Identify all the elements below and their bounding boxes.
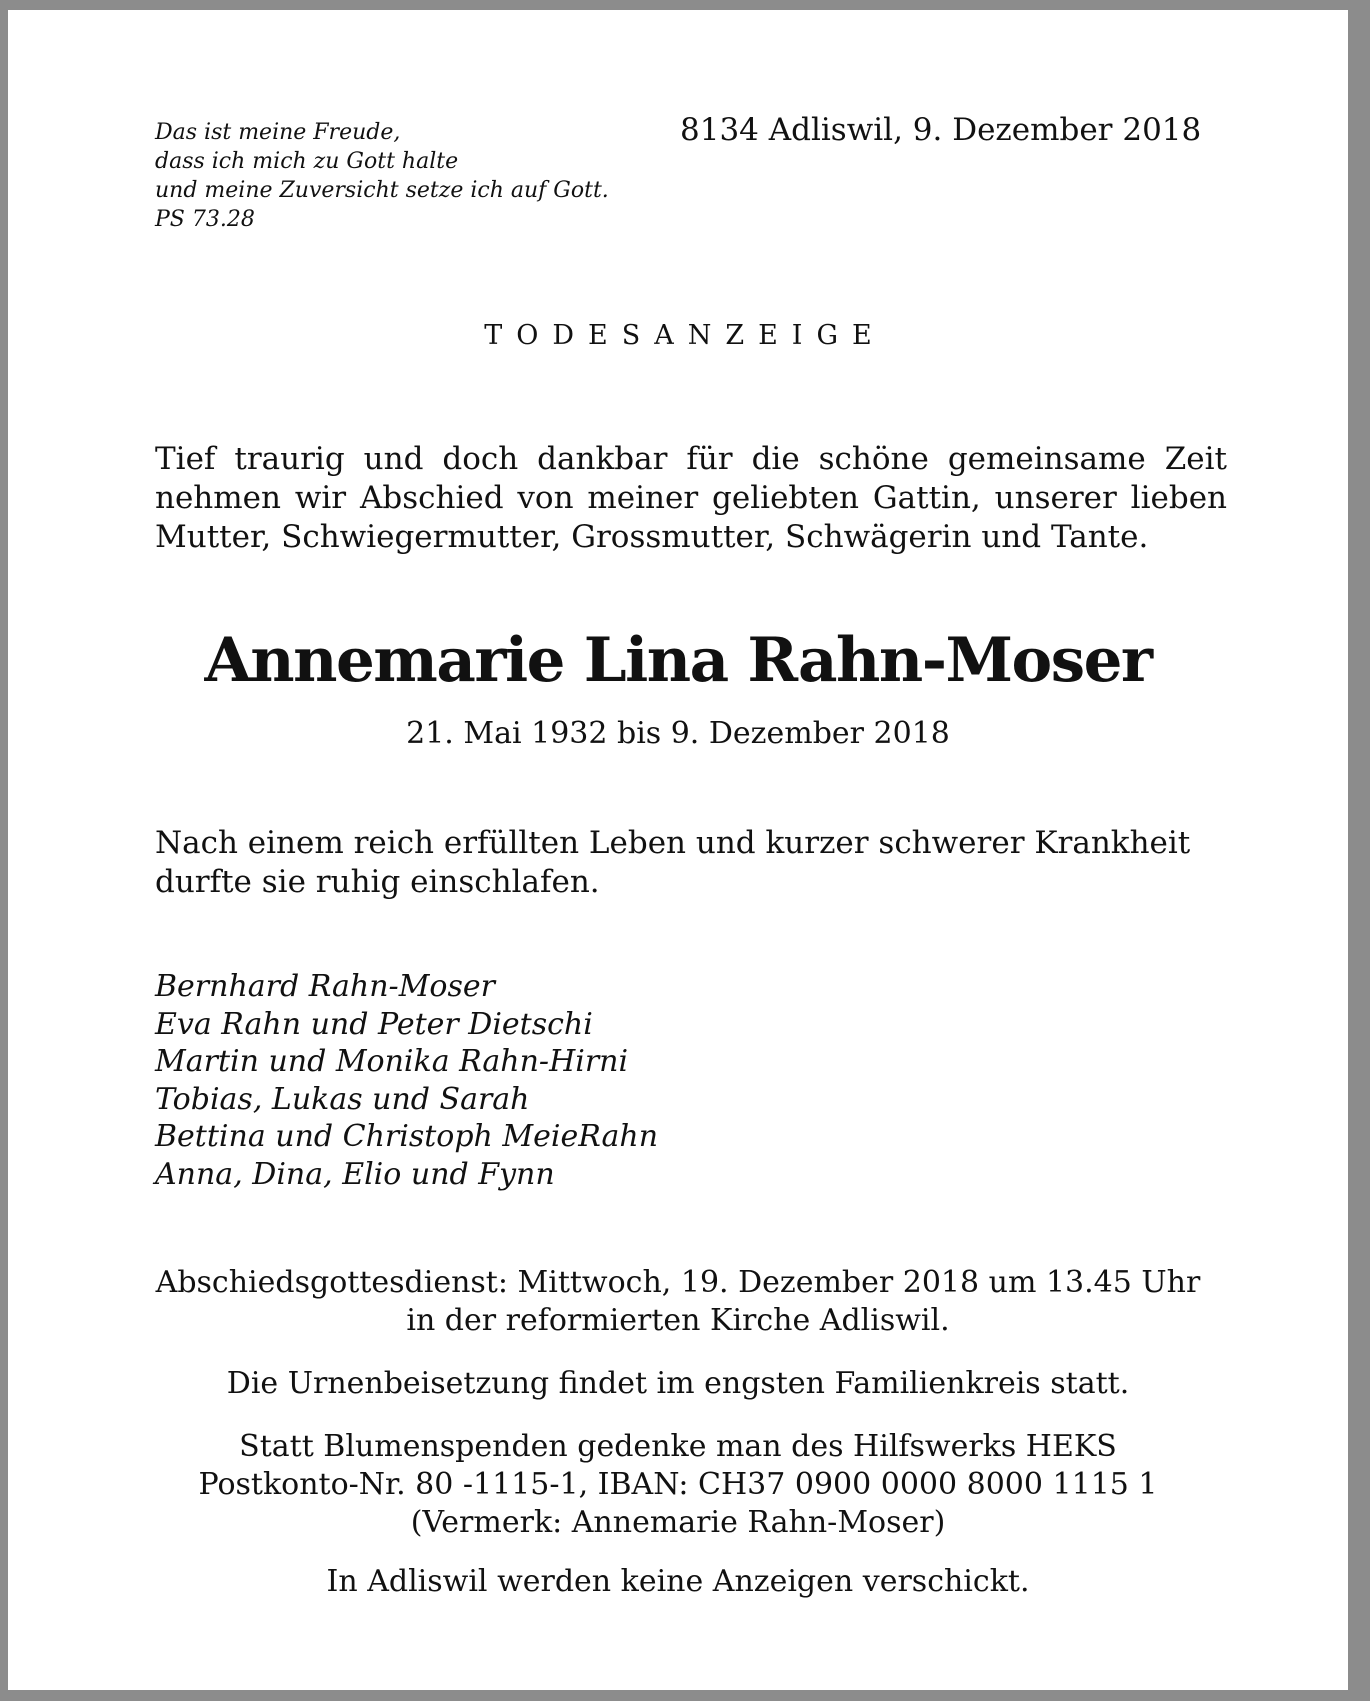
mourner-name: Tobias, Lukas und Sarah (155, 1081, 530, 1117)
service-line: Abschiedsgottesdienst: Mittwoch, 19. Dezember 2018 um 13.45 Uhr (155, 1265, 1201, 1300)
bible-verse-line: dass ich mich zu Gott halte (155, 149, 459, 174)
page-edge (1348, 10, 1370, 1701)
donation-line: Statt Blumenspenden gedenke man des Hilfswerks HEKS (239, 1429, 1117, 1464)
mourner-name: Bettina und Christoph MeieRahn (155, 1119, 659, 1155)
donation-info (8, 1428, 1348, 1542)
mourner-name: Eva Rahn und Peter Dietschi (155, 1006, 593, 1042)
service-line: in der reformierten Kirche Adliswil. (406, 1303, 950, 1338)
bible-verse (155, 118, 715, 234)
mourner-name: Anna, Dina, Elio und Fynn (155, 1156, 555, 1192)
donation-line: Postkonto-Nr. 80 -1115-1, IBAN: CH37 0900 0000 8000 1115 1 (198, 1467, 1158, 1502)
closing-note: In Adliswil werden keine Anzeigen verschickt. (326, 1564, 1030, 1599)
funeral-service-info (8, 1264, 1348, 1340)
bible-verse-reference: PS 73.28 (155, 207, 255, 232)
mourner-name: Bernhard Rahn-Moser (155, 969, 495, 1004)
life-paragraph: Nach einem reich erfüllten Leben und kurzer schwerer Krankheit durfte sie ruhig einschlafen. (155, 825, 1191, 900)
place-date: 8134 Adliswil, 9. Dezember 2018 (680, 112, 1202, 148)
obituary-page (8, 10, 1348, 1690)
mourners-list (155, 968, 1055, 1194)
mourner-name: Martin und Monika Rahn-Hirni (155, 1044, 629, 1080)
bible-verse-line: und meine Zuversicht setze ich auf Gott. (155, 178, 609, 203)
deceased-name: Annemarie Lina Rahn-Moser (204, 625, 1152, 696)
life-dates: 21. Mai 1932 bis 9. Dezember 2018 (406, 716, 950, 751)
notice-heading: TODESANZEIGE (484, 320, 886, 351)
urn-burial-info: Die Urnenbeisetzung findet im engsten Familienkreis statt. (226, 1366, 1130, 1401)
donation-line: (Vermerk: Annemarie Rahn-Moser) (410, 1505, 946, 1540)
intro-paragraph: Tief traurig und doch dankbar für die schöne gemeinsame Zeit nehmen wir Abschied von meiner geliebten Gattin, unserer lieben Mutter, Schwiegermutter, Grossmutter, Schwägerin und Tante. (155, 441, 1227, 555)
bible-verse-line: Das ist meine Freude, (155, 120, 401, 145)
